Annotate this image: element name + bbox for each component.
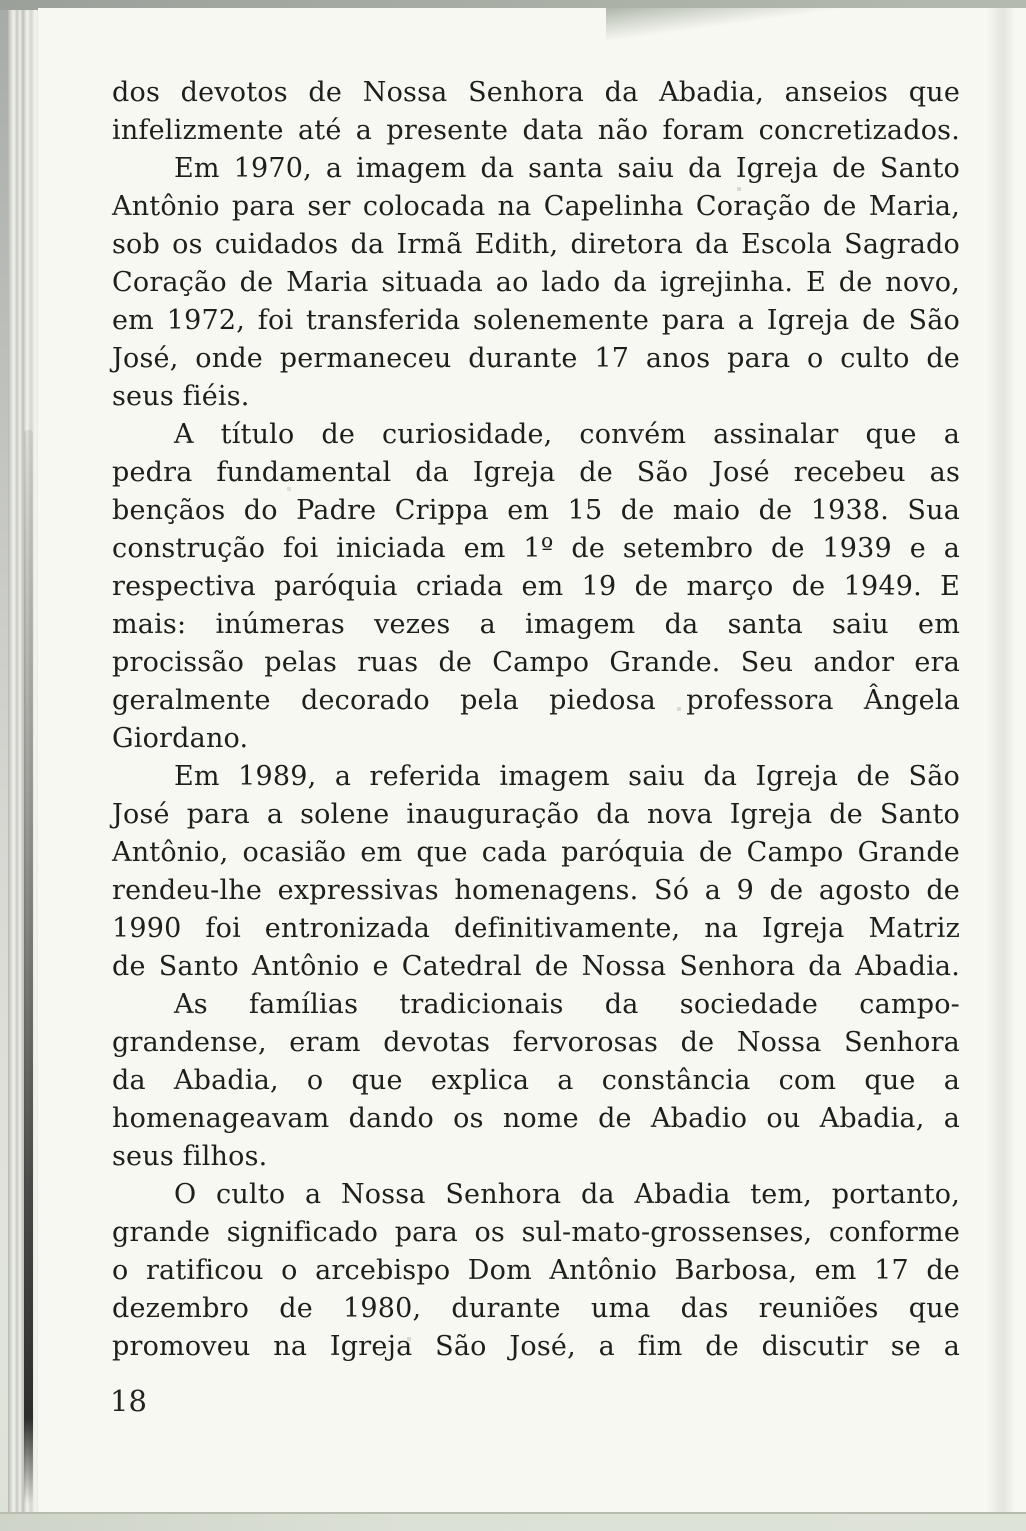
text-line: mais: inúmeras vezes a imagem da santa saiu em: [112, 609, 960, 640]
text-line: de Santo Antônio e Catedral de Nossa Senhora da Abadia.: [112, 951, 960, 982]
text-line: da Abadia, o que explica a constância com que a: [112, 1065, 960, 1096]
text-line: Antônio para ser colocada na Capelinha Coração de Maria,: [112, 191, 960, 222]
text-line: homenageavam dando os nome de Abadio ou Abadia, a: [112, 1103, 960, 1134]
corner-shade: [606, 8, 1026, 64]
text-line: construção foi iniciada em 1º de setembro de 1939 e a: [112, 533, 960, 564]
text-line: promoveu na Igreja São José, a fim de discutir se a: [112, 1331, 960, 1362]
text-line: dezembro de 1980, durante uma das reuniões que: [112, 1293, 960, 1324]
text-line: geralmente decorado pela piedosa professora Ângela: [112, 685, 960, 716]
text-line: respectiva paróquia criada em 19 de março de 1949. E: [112, 571, 960, 602]
text-line: Em 1970, a imagem da santa saiu da Igreja de Santo: [174, 153, 960, 184]
text-line: grande significado para os sul-mato-grossenses, conforme: [112, 1217, 960, 1248]
text-line: o ratificou o arcebispo Dom Antônio Barbosa, em 17 de: [112, 1255, 960, 1286]
paragraph: [112, 150, 960, 416]
text-line: em 1972, foi transferida solenemente para a Igreja de São: [112, 305, 960, 336]
page-text: [112, 74, 960, 1366]
text-line: infelizmente até a presente data não foram concretizados.: [112, 115, 960, 146]
text-line: bençãos do Padre Crippa em 15 de maio de 1938. Sua: [112, 495, 960, 526]
paragraph: [112, 986, 960, 1176]
text-line: sob os cuidados da Irmã Edith, diretora da Escola Sagrado: [112, 229, 960, 260]
text-line: seus filhos.: [112, 1141, 268, 1172]
book-spine-edge: [24, 430, 33, 1504]
text-line: pedra fundamental da Igreja de São José recebeu as: [112, 457, 960, 488]
text-line: 1990 foi entronizada definitivamente, na Igreja Matriz: [112, 913, 960, 944]
text-line: Em 1989, a referida imagem saiu da Igreja de São: [174, 761, 960, 792]
page-number: 18: [110, 1384, 147, 1418]
text-line: José para a solene inauguração da nova Igreja de Santo: [112, 799, 960, 830]
paragraph: [112, 1176, 960, 1366]
text-line: dos devotos de Nossa Senhora da Abadia, anseios que: [112, 77, 960, 108]
text-line: Giordano.: [112, 723, 249, 754]
scan-noise-specks: [38, 8, 40, 10]
page-fold-shadow: [986, 8, 1020, 1514]
text-line: José, onde permaneceu durante 17 anos para o culto de: [112, 343, 960, 374]
scanner-bottom-band: [0, 1512, 1026, 1531]
text-line: grandense, eram devotas fervorosas de Nossa Senhora: [112, 1027, 960, 1058]
text-line: O culto a Nossa Senhora da Abadia tem, portanto,: [174, 1179, 960, 1210]
book-page: [38, 8, 1026, 1514]
text-line: seus fiéis.: [112, 381, 250, 412]
text-line: Coração de Maria situada ao lado da igrejinha. E de novo,: [112, 267, 960, 298]
paragraph: [112, 758, 960, 986]
text-line: procissão pelas ruas de Campo Grande. Seu andor era: [112, 647, 960, 678]
text-line: Antônio, ocasião em que cada paróquia de Campo Grande: [112, 837, 960, 868]
text-line: A título de curiosidade, convém assinalar que a: [174, 419, 960, 450]
paragraph: [112, 416, 960, 758]
text-line: As famílias tradicionais da sociedade campo-: [174, 989, 960, 1020]
paragraph: [112, 74, 960, 150]
text-line: rendeu-lhe expressivas homenagens. Só a 9 de agosto de: [112, 875, 960, 906]
